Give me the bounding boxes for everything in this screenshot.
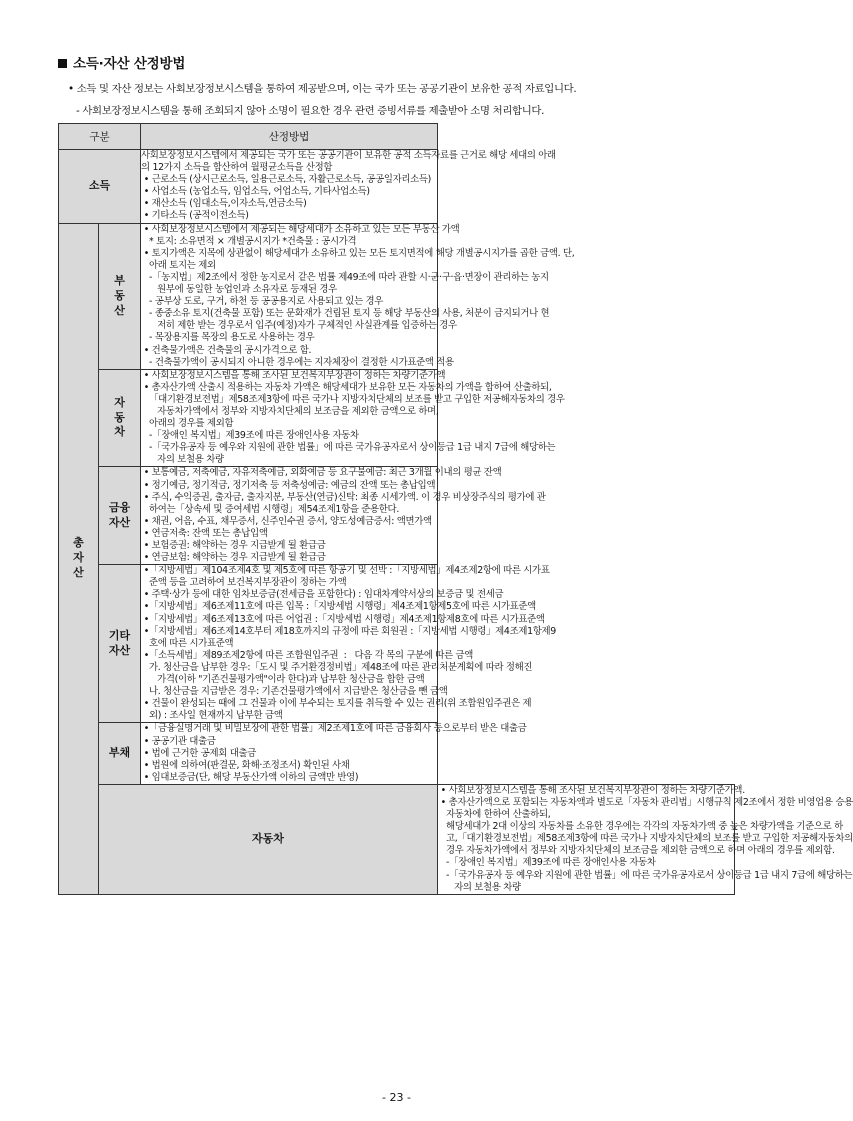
text-line: • 근로소득 (상시근로소득, 일용근로소득, 자활근로소득, 공공일자리소득) [141,174,432,186]
text-line: * 토지: 소유면적 × 개별공시지가 *건축물 : 공시가격 [141,235,357,247]
text-line: • 건물이 완성되는 때에 그 건물과 이에 부수되는 토지를 취득할 수 있는 권리(위 조합원입주권은 제 [141,698,532,710]
row-body-debt [141,723,527,784]
label-text: 부 동 산 [114,273,125,317]
text-line: • 사회보장정보시스템을 통해 조사된 보건복지부장관이 정하는 차량기준가액. [438,784,745,796]
group-label-text: 총 자 산 [73,536,84,580]
text-line: 아래 토지는 제외 [141,259,216,271]
text-line: 자의 보철용 차량 [438,881,521,893]
label-text: 자 동 차 [114,395,125,439]
row-financial [59,467,735,565]
row-body-vehicle [438,784,853,894]
section-heading-text: 소득·자산 산정방법 [73,56,186,72]
label-text: 금융 자산 [108,500,131,529]
text-line: -「국가유공자 등 예우와 지원에 관한 법률」에 따른 국가유공자로서 상이등급 1급 내지 7급에 해당하는 [141,442,556,454]
text-line: • 주식, 수익증권, 출자금, 출자지분, 부동산(연금)신탁: 최종 시세가액. 이 경우 비상장주식의 평가에 관 [141,491,546,503]
row-vehicle-in-assets [59,369,735,467]
row-label-vehicle-in-assets [99,369,141,467]
text-line: • 임대보증금(단, 해당 부동산가액 이하의 금액만 반영) [141,771,359,783]
text-line: 호에 따른 시가표준액 [141,637,234,649]
intro-line-2: - 사회보장정보시스템을 통해 조회되지 않아 소명이 필요한 경우 관련 증빙서류를 제출받아 소명 처리합니다. [76,105,545,117]
intro-line-1: • 소득 및 자산 정보는 사회보장정보시스템을 통하여 제공받으며, 이는 국가 또는 공공기관이 보유한 공적 자료입니다. [68,83,577,95]
row-realestate [59,223,735,369]
text-line: •「지방세법」제6조제13호에 따른 어업권 :「지방세법 시행령」제4조제1항제8호에 따른 시가표준액 [141,613,545,625]
row-body-other [141,565,556,723]
label-text: 소득 [88,178,111,192]
text-line: • 재산소득 (임대소득,이자소득,연금소득) [141,198,307,210]
text-line: • 사회보장정보시스템에서 제공되는 해당세대가 소유하고 있는 모든 부동산 가액 [141,223,460,235]
row-label-other [99,565,141,723]
text-line: • 정기예금, 정기적금, 정기저축 등 저축성예금: 예금의 잔액 또는 총납입액 [141,479,436,491]
text-line: 경우 자동차가액에서 정부와 지방자치단체의 보조금을 제외한 금액으로 하며 아래의 경우를 제외함. [438,845,835,857]
square-bullet-icon [58,59,67,68]
section-heading [58,52,185,72]
text-line: 자동차에 한하여 산출하되, [438,809,551,821]
header-method: 산정방법 [141,124,438,150]
text-line: -「장애인 복지법」제39조에 따른 장애인사용 자동차 [438,857,656,869]
label-text: 기타 자산 [108,628,131,657]
text-line: -「장애인 복지법」제39조에 따른 장애인사용 자동차 [141,430,359,442]
text-line: 자동차가액에서 정부와 지방자치단체의 보조금을 제외한 금액으로 하며, [141,405,439,417]
row-body-income [141,150,556,224]
text-line: • 연금보험: 해약하는 경우 지급받게 될 환급금 [141,552,326,564]
text-line: 외) : 조사일 현재까지 납부한 금액 [141,710,283,722]
row-label-debt [99,723,141,784]
text-line: •「지방세법」제104조제4호 및 제5호에 따른 항공기 및 선박 :「지방세법」제4조제2항에 따른 시가표 [141,565,550,577]
text-line: 가격(이하 "기존건물평가액"이라 한다)과 납부한 청산금을 합한 금액 [141,674,425,686]
text-line: •「지방세법」제6조제11호에 따른 입목 :「지방세법 시행령」제4조제1항제5호에 따른 시가표준액 [141,601,536,613]
text-line: • 보험증권: 해약하는 경우 지급받게 될 환급금 [141,540,326,551]
text-line: • 건축물가액은 건축물의 공시가격으로 함. [141,344,312,356]
table-header-row [59,124,735,150]
page-number: - 23 - [382,1091,411,1104]
text-line: • 총자산가액으로 포함되는 자동차액과 별도로「자동차 관리법」시행규칙 제2조에서 정한 비영업용 승용 [438,796,853,808]
text-line: 「대기환경보전법」제58조제3항에 따른 국가나 지방자치단체의 보조를 받고 구입한 저공해자동차의 경우 [141,393,565,405]
text-line: • 토지가액은 지목에 상관없이 해당세대가 소유하고 있는 모든 토지면적에 해당 개별공시지가를 곱한 금액. 단, [141,247,575,259]
text-line: - 종중소유 토지(건축물 포함) 또는 문화재가 건립된 토지 등 해당 부동산의 사용, 처분이 금지되거나 현 [141,308,550,320]
label-text: 부채 [108,746,131,760]
text-line: • 총자산가액 산출시 적용하는 자동차 가액은 해당세대가 보유한 모든 자동차의 가액을 합하여 산출하되, [141,381,552,393]
text-line: 준액 등을 고려하여 보건복지부장관이 정하는 가액 [141,577,347,589]
text-line: • 공공기관 대출금 [141,735,216,747]
text-line: - 공부상 도로, 구거, 하천 등 공공용지로 사용되고 있는 경우 [141,296,384,308]
text-line: -「농지법」제2조에서 정한 농지로서 같은 법률 제49조에 따라 관할 시·군·구·읍·면장이 관리하는 농지 [141,271,549,283]
text-line: •「금융실명거래 및 비밀보장에 관한 법률」제2조제1호에 따른 금융회사 등으로부터 받은 대출금 [141,723,527,735]
row-label-income [59,150,141,224]
text-line: • 기타소득 (공적이전소득) [141,210,249,222]
text-line: •「지방세법」제6조제14호부터 제18호까지의 규정에 따른 회원권 :「지방세법 시행령」제4조제1항제9 [141,625,556,637]
text-line: - 목장용지를 목장의 용도로 사용하는 경우 [141,332,315,344]
text-line: • 연금저축: 잔액 또는 총납입액 [141,527,268,539]
text-line: 사회보장정보시스템에서 제공되는 국가 또는 공공기관이 보유한 공적 소득자료를 근거로 해당 세대의 아래 [141,150,556,161]
row-label-realestate [99,223,141,369]
text-line: 아래의 경우를 제외함 [141,418,234,430]
text-line: • 주택·상가 등에 대한 임차보증금(전세금을 포함한다) : 임대차계약서상의 보증금 및 전세금 [141,589,504,601]
text-line: • 법에 근거한 공제회 대출금 [141,747,256,759]
group-label-total-assets [59,223,99,894]
text-line: • 법원에 의하여(판결문, 화해·조정조서) 확인된 사채 [141,759,350,771]
row-income [59,150,735,224]
text-line: 해당세대가 2대 이상의 자동차를 소유한 경우에는 각각의 자동차가액 중 높은 차량가액을 기준으로 하 [438,821,843,833]
row-body-realestate [141,223,575,369]
text-line: 가. 청산금을 납부한 경우:「도시 및 주거환경정비법」제48조에 따른 관리처분계획에 따라 정해진 [141,661,533,673]
text-line: 저히 제한 받는 경우로서 입주(예정)자가 구체적인 사실관계를 입증하는 경우 [141,320,457,332]
text-line: 원부에 동일한 농업인과 소유자로 등재된 경우 [141,284,337,296]
calculation-method-table [58,123,853,895]
text-line: 의 12가지 소득을 합산하여 월평균소득을 산정함 [141,162,333,174]
row-debt [59,723,735,784]
text-line: 하여는「상속세 및 증여세법 시행령」제54조제1항을 준용한다. [141,503,399,515]
row-vehicle [59,784,735,894]
row-body-vehicle-in-assets [141,369,565,467]
row-label-vehicle [99,784,438,894]
text-line: 자의 보철용 차량 [141,454,224,466]
text-line: 고,「대기환경보전법」제58조제3항에 따른 국가나 지방자치단체의 보조를 받고 구입한 저공해자동차의 [438,833,853,845]
text-line: • 채권, 어음, 수표, 채무증서, 신주인수권 증서, 양도성예금증서: 액면가액 [141,515,432,527]
text-line: - 건축물가액이 공시되지 아니한 경우에는 지자체장이 결정한 시가표준액 적용 [141,356,454,368]
text-line: -「국가유공자 등 예우와 지원에 관한 법률」에 따른 국가유공자로서 상이등급 1급 내지 7급에 해당하는 [438,869,853,881]
text-line: 나. 청산금을 지급받은 경우: 기존건물평가액에서 지급받은 청산금을 뺀 금액 [141,686,448,698]
header-category: 구분 [59,124,141,150]
text-line: • 보통예금, 저축예금, 자유저축예금, 외화예금 등 요구불예금: 최근 3개월 이내의 평균 잔액 [141,467,502,479]
text-line: • 사업소득 (농업소득, 임업소득, 어업소득, 기타사업소득) [141,186,370,198]
row-other [59,565,735,723]
row-body-financial [141,467,546,565]
text-line: •「소득세법」제89조제2항에 따른 조합원입주권 : 다음 각 목의 구분에 따른 금액 [141,649,474,661]
label-text: 자동차 [252,831,284,845]
text-line: • 사회보장정보시스템을 통해 조사된 보건복지부장관이 정하는 차량기준가액 [141,369,446,381]
row-label-financial [99,467,141,565]
